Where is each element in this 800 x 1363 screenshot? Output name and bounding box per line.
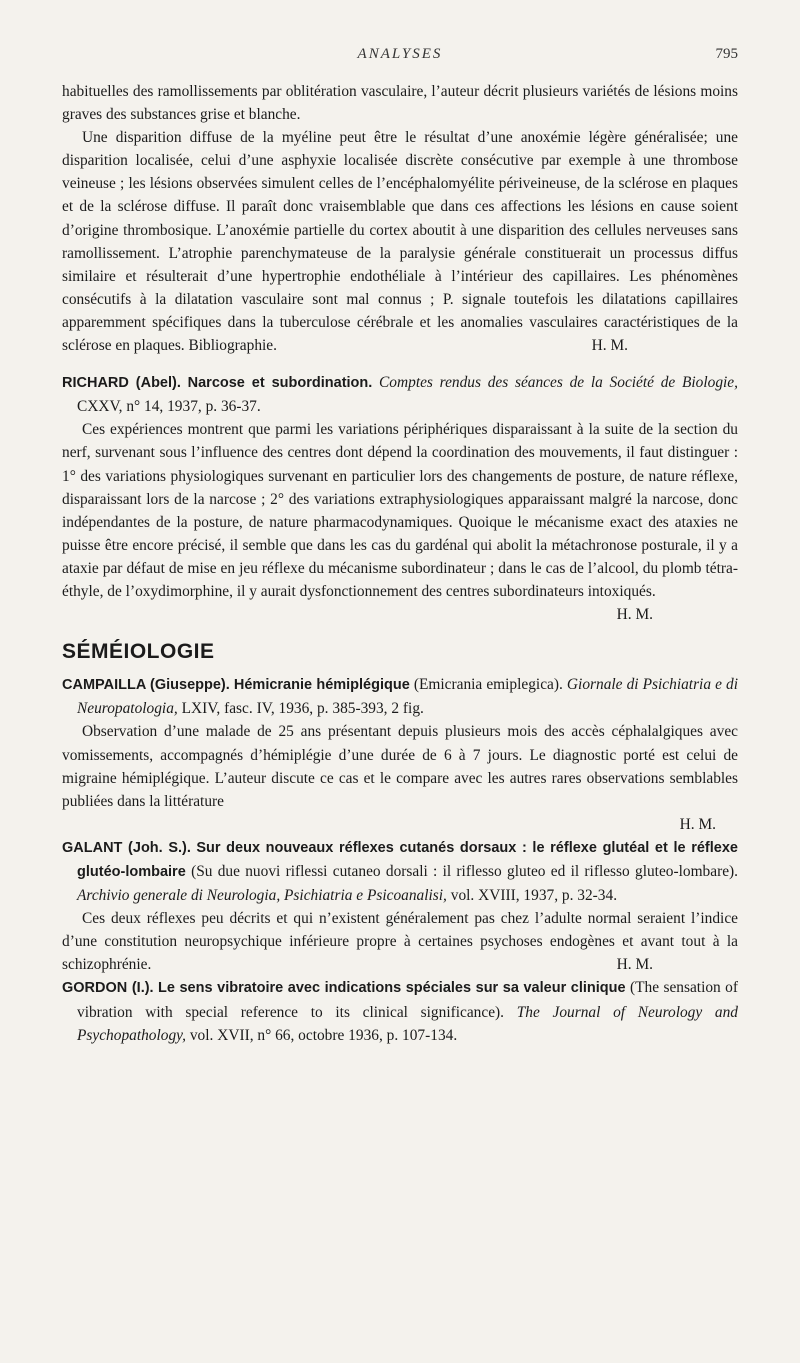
entry-galant-abstract-text: Ces deux réflexes peu décrits et qui n’existent généralement pas chez l’adulte normal seraient l’indice d’une constitution neuropsychique inférieure propre à certaines psychoses endogènes et avant tout à la schizophrénie.	[62, 910, 738, 974]
entry-source: The Journal of Neurology and Psychopathology,	[77, 1003, 738, 1044]
page-body	[62, 80, 738, 1047]
entry-author: GORDON (I.).	[62, 980, 154, 997]
continuation-signature: H. M.	[591, 337, 628, 355]
entry-details: LXIV, fasc. IV, 1936, p. 385-393, 2 fig.	[181, 700, 424, 718]
entry-campailla-abstract: Observation d’une malade de 25 ans présentant depuis plusieurs mois des accès céphalalgiques avec vomissements, accompagnés d’hémiplégie d’une durée de 6 à 7 jours. Le diagnostic porté est celui de migraine hémiplégique. L’auteur discute ce cas et le compare avec les autres rares observations semblables publiées dans la littérature	[62, 723, 738, 810]
entry-gordon-heading	[62, 976, 738, 1046]
entry-source: Giornale di Psichiatria e di Neuropatologia,	[77, 676, 738, 718]
entry-details: vol. XVIII, 1937, p. 32-34.	[450, 887, 618, 905]
entry-original-title: (Emicrania emiplegica).	[413, 676, 563, 694]
entry-richard-abstract: Ces expériences montrent que parmi les variations périphériques disparaissant à la suite de la section du nerf, survenant sous l’influence des centres dont dépend la coordination des mouvements, il faut distinguer : 1° des variations physiologiques survenant en particulier lors des changements de posture, de nature réflexe, disparaissant lors de la narcose ; 2° des variations extraphysiologiques apparaissant malgré la narcose, donc indépendantes de la posture, de nature pharmacodynamiques. Quoique le mécanisme exact des ataxies ne puisse être encore précisé, il semble que dans les cas du gardénal qui abolit la métachronose posturale, il y a ataxie par défaut de mise en jeu réflexe du mécanisme subordinateur ; dans le cas de l’alcool, du plomb tétra-éthyle, de l’oxydimorphine, il y aurait dysfonctionnement des centres subordinateurs intoxiqués.	[62, 421, 738, 600]
entry-details: CXXV, n° 14, 1937, p. 36-37.	[77, 398, 261, 416]
entry-title: Le sens vibratoire avec indications spéciales sur sa valeur clinique	[157, 980, 626, 997]
entry-galant-abstract	[62, 907, 738, 976]
entry-galant-signature: H. M.	[616, 956, 653, 974]
entry-original-title: (Su due nuovi riflessi cutaneo dorsali : il riflesso gluteo ed il riflesso gluteo-lombare).	[191, 863, 739, 880]
entry-title: Narcose et subordination.	[187, 375, 373, 392]
section-title: SÉMÉIOLOGIE	[62, 640, 215, 664]
entry-richard-signature: H. M.	[616, 606, 653, 624]
entry-source: Archivio generale di Neurologia, Psichiatria e Psicoanalisi,	[77, 887, 447, 905]
entry-original-title: (The sensation of vibration with special reference to its clinical significance).	[77, 979, 738, 1021]
entry-author: GALANT (Joh. S.).	[62, 839, 191, 856]
running-title: ANALYSES	[357, 46, 443, 62]
entry-galant-heading	[62, 836, 738, 907]
entry-title: Sur deux nouveaux réflexes cutanés dorsaux : le réflexe glutéal et le réflexe glutéo-lombaire	[77, 839, 738, 880]
entry-title: Hémicranie hémiplégique	[233, 677, 410, 694]
entry-campailla-heading	[62, 673, 738, 720]
page-number: 795	[715, 46, 738, 62]
continuation-paragraph-1: habituelles des ramollissements par oblitération vasculaire, l’auteur décrit plusieurs variétés de lésions moins graves des substances grise et blanche.	[62, 83, 738, 124]
running-head	[62, 46, 738, 68]
entry-campailla-signature: H. M.	[679, 815, 716, 833]
entry-author: RICHARD (Abel).	[62, 375, 181, 392]
entry-source: Comptes rendus des séances de la Société de Biologie,	[379, 374, 738, 392]
entry-richard-heading	[62, 371, 738, 418]
continuation-paragraph-2-text: Une disparition diffuse de la myéline peut être le résultat d’une anoxémie légère généralisée; une disparition localisée, celui d’une asphyxie localisée discrète consécutive par exemple à une thrombose veineuse ; les lésions observées simulent celles de l’encéphalomyélite périveineuse, de la sclérose en plaques et de la sclérose diffuse. Il paraît donc vraisemblable que dans ces affections les lésions en cause soient d’origine thrombosique. L’anoxémie partielle du cortex aboutit à une disparition des cellules nerveuses sans ramollissement. L’atrophie parenchymateuse de la paralysie générale constituerait un processus diffus similaire et résulterait d’une hypertrophie endothéliale à l’intérieur des capillaires. Les phénomènes consécutifs à la dilatation vasculaire sont mal connus ; P. signale toutefois les dilatations capillaires apparemment spécifiques dans la tuberculose cérébrale et les anomalies vasculaires caractéristiques de la sclérose en plaques. Bibliographie.	[62, 129, 738, 355]
entry-author: CAMPAILLA (Giuseppe).	[62, 677, 230, 694]
continuation-paragraph-2	[62, 126, 738, 357]
entry-details: vol. XVII, n° 66, octobre 1936, p. 107-134.	[189, 1026, 458, 1044]
